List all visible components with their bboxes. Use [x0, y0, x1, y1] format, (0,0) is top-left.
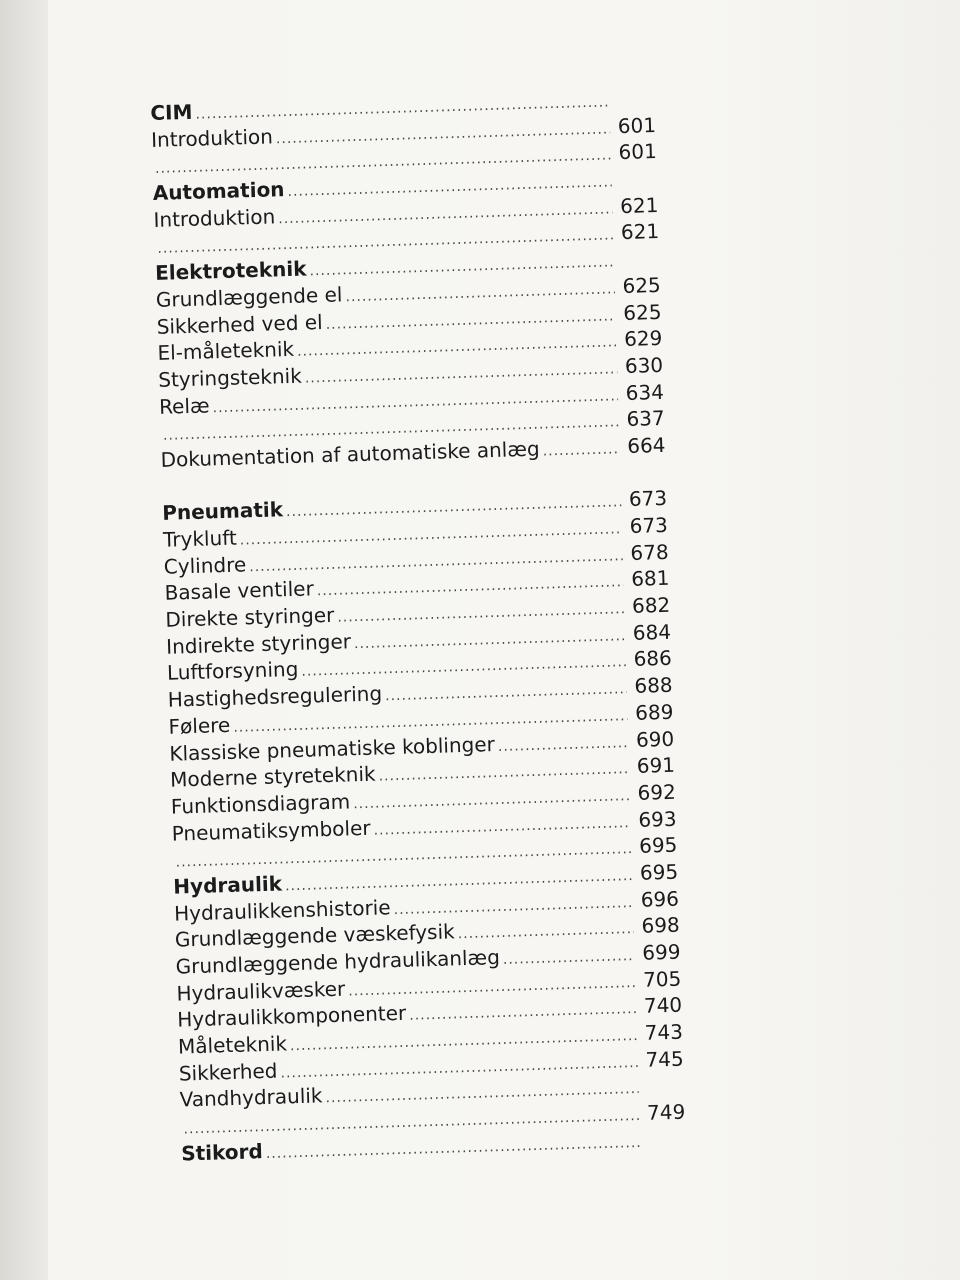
toc-page-number: 629	[623, 326, 663, 352]
toc-entry-title: Sikkerhed ved el	[156, 309, 323, 339]
dot-leader	[542, 436, 620, 465]
dot-leader	[497, 730, 628, 761]
toc-page-number: 678	[630, 539, 669, 565]
toc-entry-title: Grundlæggende væskefysik	[174, 919, 456, 952]
toc-entry-title: Hydraulik	[172, 871, 283, 899]
toc-entry-title: Grundlæggende hydraulikanlæg	[175, 945, 501, 979]
toc-entry-title: Introduktion	[150, 124, 274, 152]
toc-entry-title: Trykluft	[162, 525, 238, 552]
toc-entry-title: Basale ventiler	[164, 576, 315, 606]
toc-page-number	[644, 1145, 686, 1146]
toc-entry-title: Styringsteknik	[157, 363, 303, 392]
toc-entry-title: Direkte styringer	[165, 602, 335, 632]
toc-entry-title: Stikord	[180, 1138, 264, 1166]
toc-entry-title: Relæ	[158, 392, 210, 419]
toc-page-number: 630	[624, 352, 664, 378]
toc-page-number: 673	[628, 486, 668, 512]
toc-page-number: 621	[619, 192, 659, 218]
toc-page-number: 625	[622, 272, 662, 298]
toc-page-number: 601	[617, 112, 657, 138]
toc-page-number: 743	[644, 1019, 684, 1045]
toc-entry-title: Hydraulikvæsker	[176, 976, 346, 1006]
toc-page-number: 682	[631, 592, 671, 618]
book-spine-shadow	[0, 0, 48, 1280]
toc-page-number: 637	[626, 406, 666, 432]
toc-page-number: 664	[626, 432, 666, 458]
toc-entry-title: Sikkerhed	[178, 1058, 278, 1086]
toc-page-number: 684	[632, 619, 672, 645]
toc-page-number: 673	[629, 512, 669, 538]
toc-entry-title: Introduktion	[153, 204, 276, 232]
toc-entry-title: Automation	[152, 177, 285, 206]
toc-entry-title: Følere	[168, 712, 231, 739]
toc-page-number: 681	[630, 566, 670, 592]
toc-page-number: 625	[622, 299, 662, 325]
toc-entry-title: Klassiske pneumatiske koblinger	[169, 731, 496, 766]
toc-entry-title: Elektroteknik	[154, 256, 307, 286]
dot-leader	[502, 943, 635, 974]
toc-page-number: 740	[643, 992, 683, 1019]
toc-entry-title: Hydraulikkenshistorie	[173, 894, 391, 926]
toc-entry-title: Hastighedsregulering	[167, 681, 383, 712]
toc-page-number	[613, 105, 655, 106]
toc-entry-title: Cylindre	[163, 552, 247, 579]
toc-page-number: 601	[618, 139, 658, 165]
toc-entry-title: Pneumatiksymboler	[171, 815, 371, 846]
toc-page-number: 688	[634, 672, 673, 699]
toc-page-number: 699	[641, 939, 681, 965]
toc-entry-title: Luftforsyning	[166, 657, 299, 686]
table-of-contents	[150, 85, 686, 1167]
toc-entry-title: Dokumentation af automatiske anlæg	[160, 436, 540, 472]
toc-entry-title: Hydraulikkomponenter	[176, 1001, 407, 1032]
toc-entry-title: Funktionsdiagram	[170, 789, 351, 819]
toc-entry-title: Måleteknik	[177, 1031, 288, 1059]
toc-page-number: 689	[634, 699, 674, 725]
toc-entry-title: El-måleteknik	[157, 337, 295, 366]
toc-page-number: 692	[637, 779, 677, 805]
toc-page-number	[618, 265, 660, 266]
toc-entry-title: Pneumatik	[161, 497, 284, 526]
toc-page-number: 749	[646, 1099, 686, 1125]
toc-page-number: 745	[645, 1046, 685, 1072]
toc-entry-title: Moderne styreteknik	[169, 761, 376, 792]
toc-page-number	[616, 185, 658, 186]
toc-page-number	[643, 1092, 685, 1093]
toc-page-number: 695	[638, 832, 678, 859]
toc-entry-title: CIM	[150, 99, 193, 125]
toc-page-number: 690	[635, 726, 675, 752]
toc-page-number: 705	[642, 966, 682, 992]
toc-page-number: 693	[638, 806, 677, 832]
toc-page-number: 698	[641, 912, 681, 939]
toc-page-number: 621	[620, 219, 660, 245]
toc-page-number: 634	[625, 379, 665, 405]
toc-entry-title: Vandhydraulik	[179, 1083, 323, 1112]
toc-page-number: 691	[636, 752, 676, 779]
toc-entry-title: Grundlæggende el	[155, 282, 343, 312]
toc-page-number: 696	[640, 886, 680, 912]
toc-page-number: 695	[639, 859, 679, 885]
toc-page-number: 686	[633, 646, 673, 672]
toc-entry-title: Indirekte styringer	[165, 629, 352, 659]
